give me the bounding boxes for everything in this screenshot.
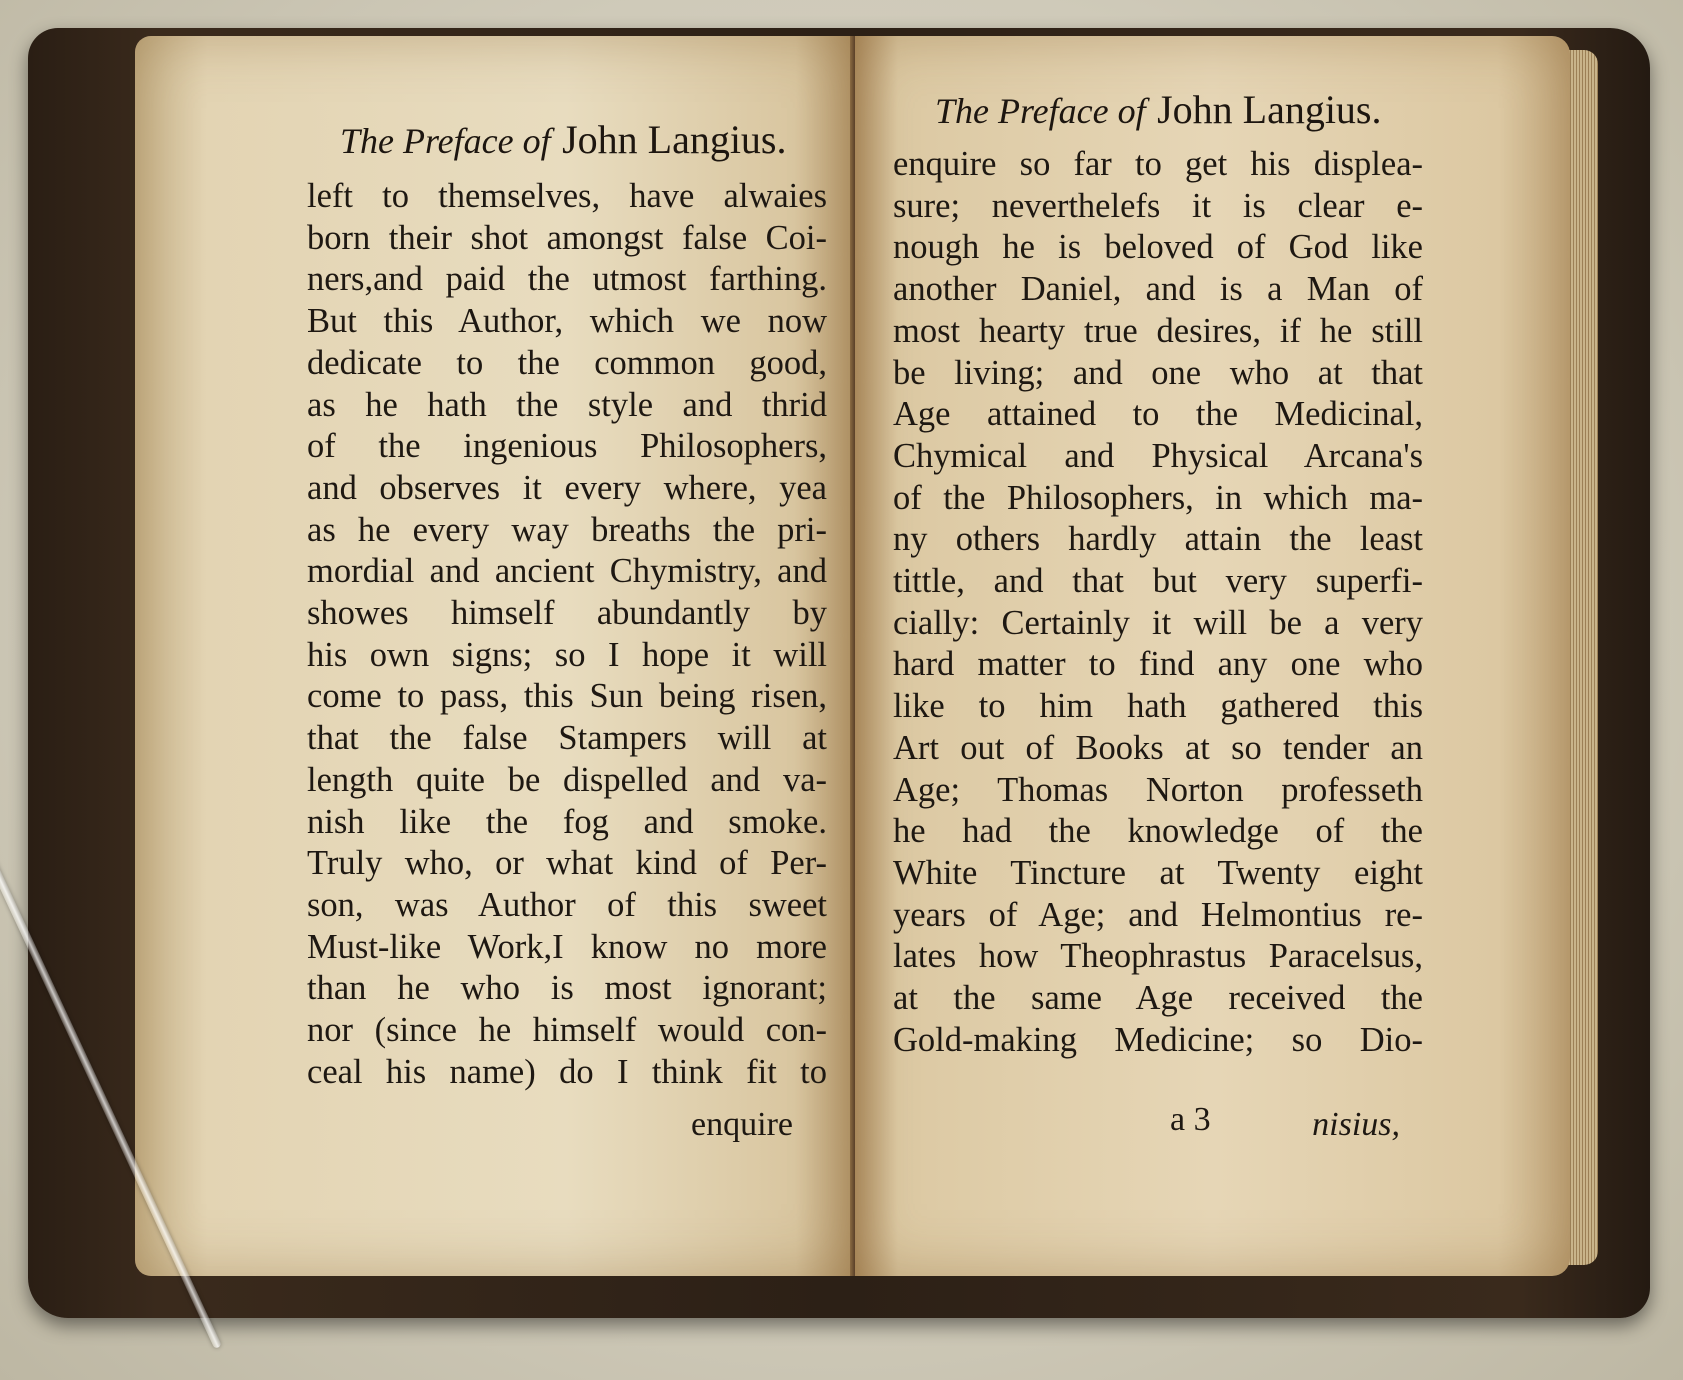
text-line: lates how Theophrastus Paracelsus, — [893, 937, 1423, 976]
text-line: and observes it every where, yea — [307, 468, 827, 507]
text-line: as he hath the style and thrid — [307, 385, 827, 424]
right-running-header — [935, 86, 1382, 133]
text-line: ceal his name) do I think fit to — [307, 1052, 827, 1091]
text-line: nough he is beloved of God like — [893, 228, 1423, 267]
text-line: left to themselves, have alwaies — [307, 177, 827, 215]
text-line: come to pass, this Sun being risen, — [307, 677, 827, 716]
right-catchword: nisius, — [1312, 1106, 1400, 1143]
text-line: dedicate to the common good, — [307, 343, 827, 382]
left-catchword: enquire — [691, 1106, 793, 1143]
header-italic: The Preface of — [340, 121, 551, 161]
text-line: another Daniel, and is a Man of — [893, 270, 1423, 309]
text-line: of the Philosophers, in which ma- — [893, 478, 1423, 517]
text-line: of the ingenious Philosophers, — [307, 427, 827, 466]
text-line: Must-like Work,I know no more — [307, 927, 827, 966]
right-page — [855, 36, 1570, 1276]
text-line: enquire so far to get his displea- — [893, 145, 1423, 183]
text-line: White Tincture at Twenty eight — [893, 853, 1423, 892]
text-line: most hearty true desires, if he still — [893, 311, 1423, 350]
text-line: Chymical and Physical Arcana's — [893, 436, 1423, 475]
text-line: tittle, and that but very superfi- — [893, 562, 1423, 601]
text-line: son, was Author of this sweet — [307, 885, 827, 924]
text-line: as he every way breaths the pri- — [307, 510, 827, 549]
text-line: Truly who, or what kind of Per- — [307, 844, 827, 883]
text-line: like to him hath gathered this — [893, 687, 1423, 726]
text-line: that the false Stampers will at — [307, 719, 827, 758]
text-line: nor (since he himself would con- — [307, 1011, 827, 1050]
text-line: his own signs; so I hope it will — [307, 635, 827, 674]
header-name: John Langius. — [562, 117, 787, 162]
text-line: sure; neverthelefs it is clear e- — [893, 186, 1423, 225]
left-page — [135, 36, 853, 1276]
text-line: ners,and paid the utmost farthing. — [307, 260, 827, 299]
text-line: Art out of Books at so tender an — [893, 728, 1423, 767]
text-line: Age; Thomas Norton professeth — [893, 770, 1423, 809]
text-line: he had the knowledge of the — [893, 812, 1423, 851]
text-line: cially: Certainly it will be a very — [893, 603, 1423, 642]
text-line: years of Age; and Helmontius re- — [893, 895, 1423, 934]
text-line: Age attained to the Medicinal, — [893, 395, 1423, 434]
text-line: hard matter to find any one who — [893, 645, 1423, 684]
text-line: ny others hardly attain the least — [893, 520, 1423, 559]
text-line: showes himself abundantly by — [307, 594, 827, 633]
text-line: mordial and ancient Chymistry, and — [307, 552, 827, 591]
signature-mark: a 3 — [1170, 1101, 1211, 1138]
text-line: length quite be dispelled and va- — [307, 760, 827, 799]
header-italic: The Preface of — [935, 91, 1146, 131]
text-line: be living; and one who at that — [893, 353, 1423, 392]
left-running-header — [340, 116, 787, 163]
text-line: than he who is most ignorant; — [307, 969, 827, 1008]
text-line: nish like the fog and smoke. — [307, 802, 827, 841]
left-body-text — [307, 176, 827, 1093]
header-name: John Langius. — [1157, 87, 1382, 132]
text-line: Gold-making Medicine; so Dio- — [893, 1020, 1423, 1059]
page-edges — [1568, 50, 1598, 1265]
text-line: born their shot amongst false Coi- — [307, 218, 827, 257]
text-line: at the same Age received the — [893, 979, 1423, 1018]
text-line: But this Author, which we now — [307, 302, 827, 341]
right-body-text — [893, 144, 1423, 1061]
